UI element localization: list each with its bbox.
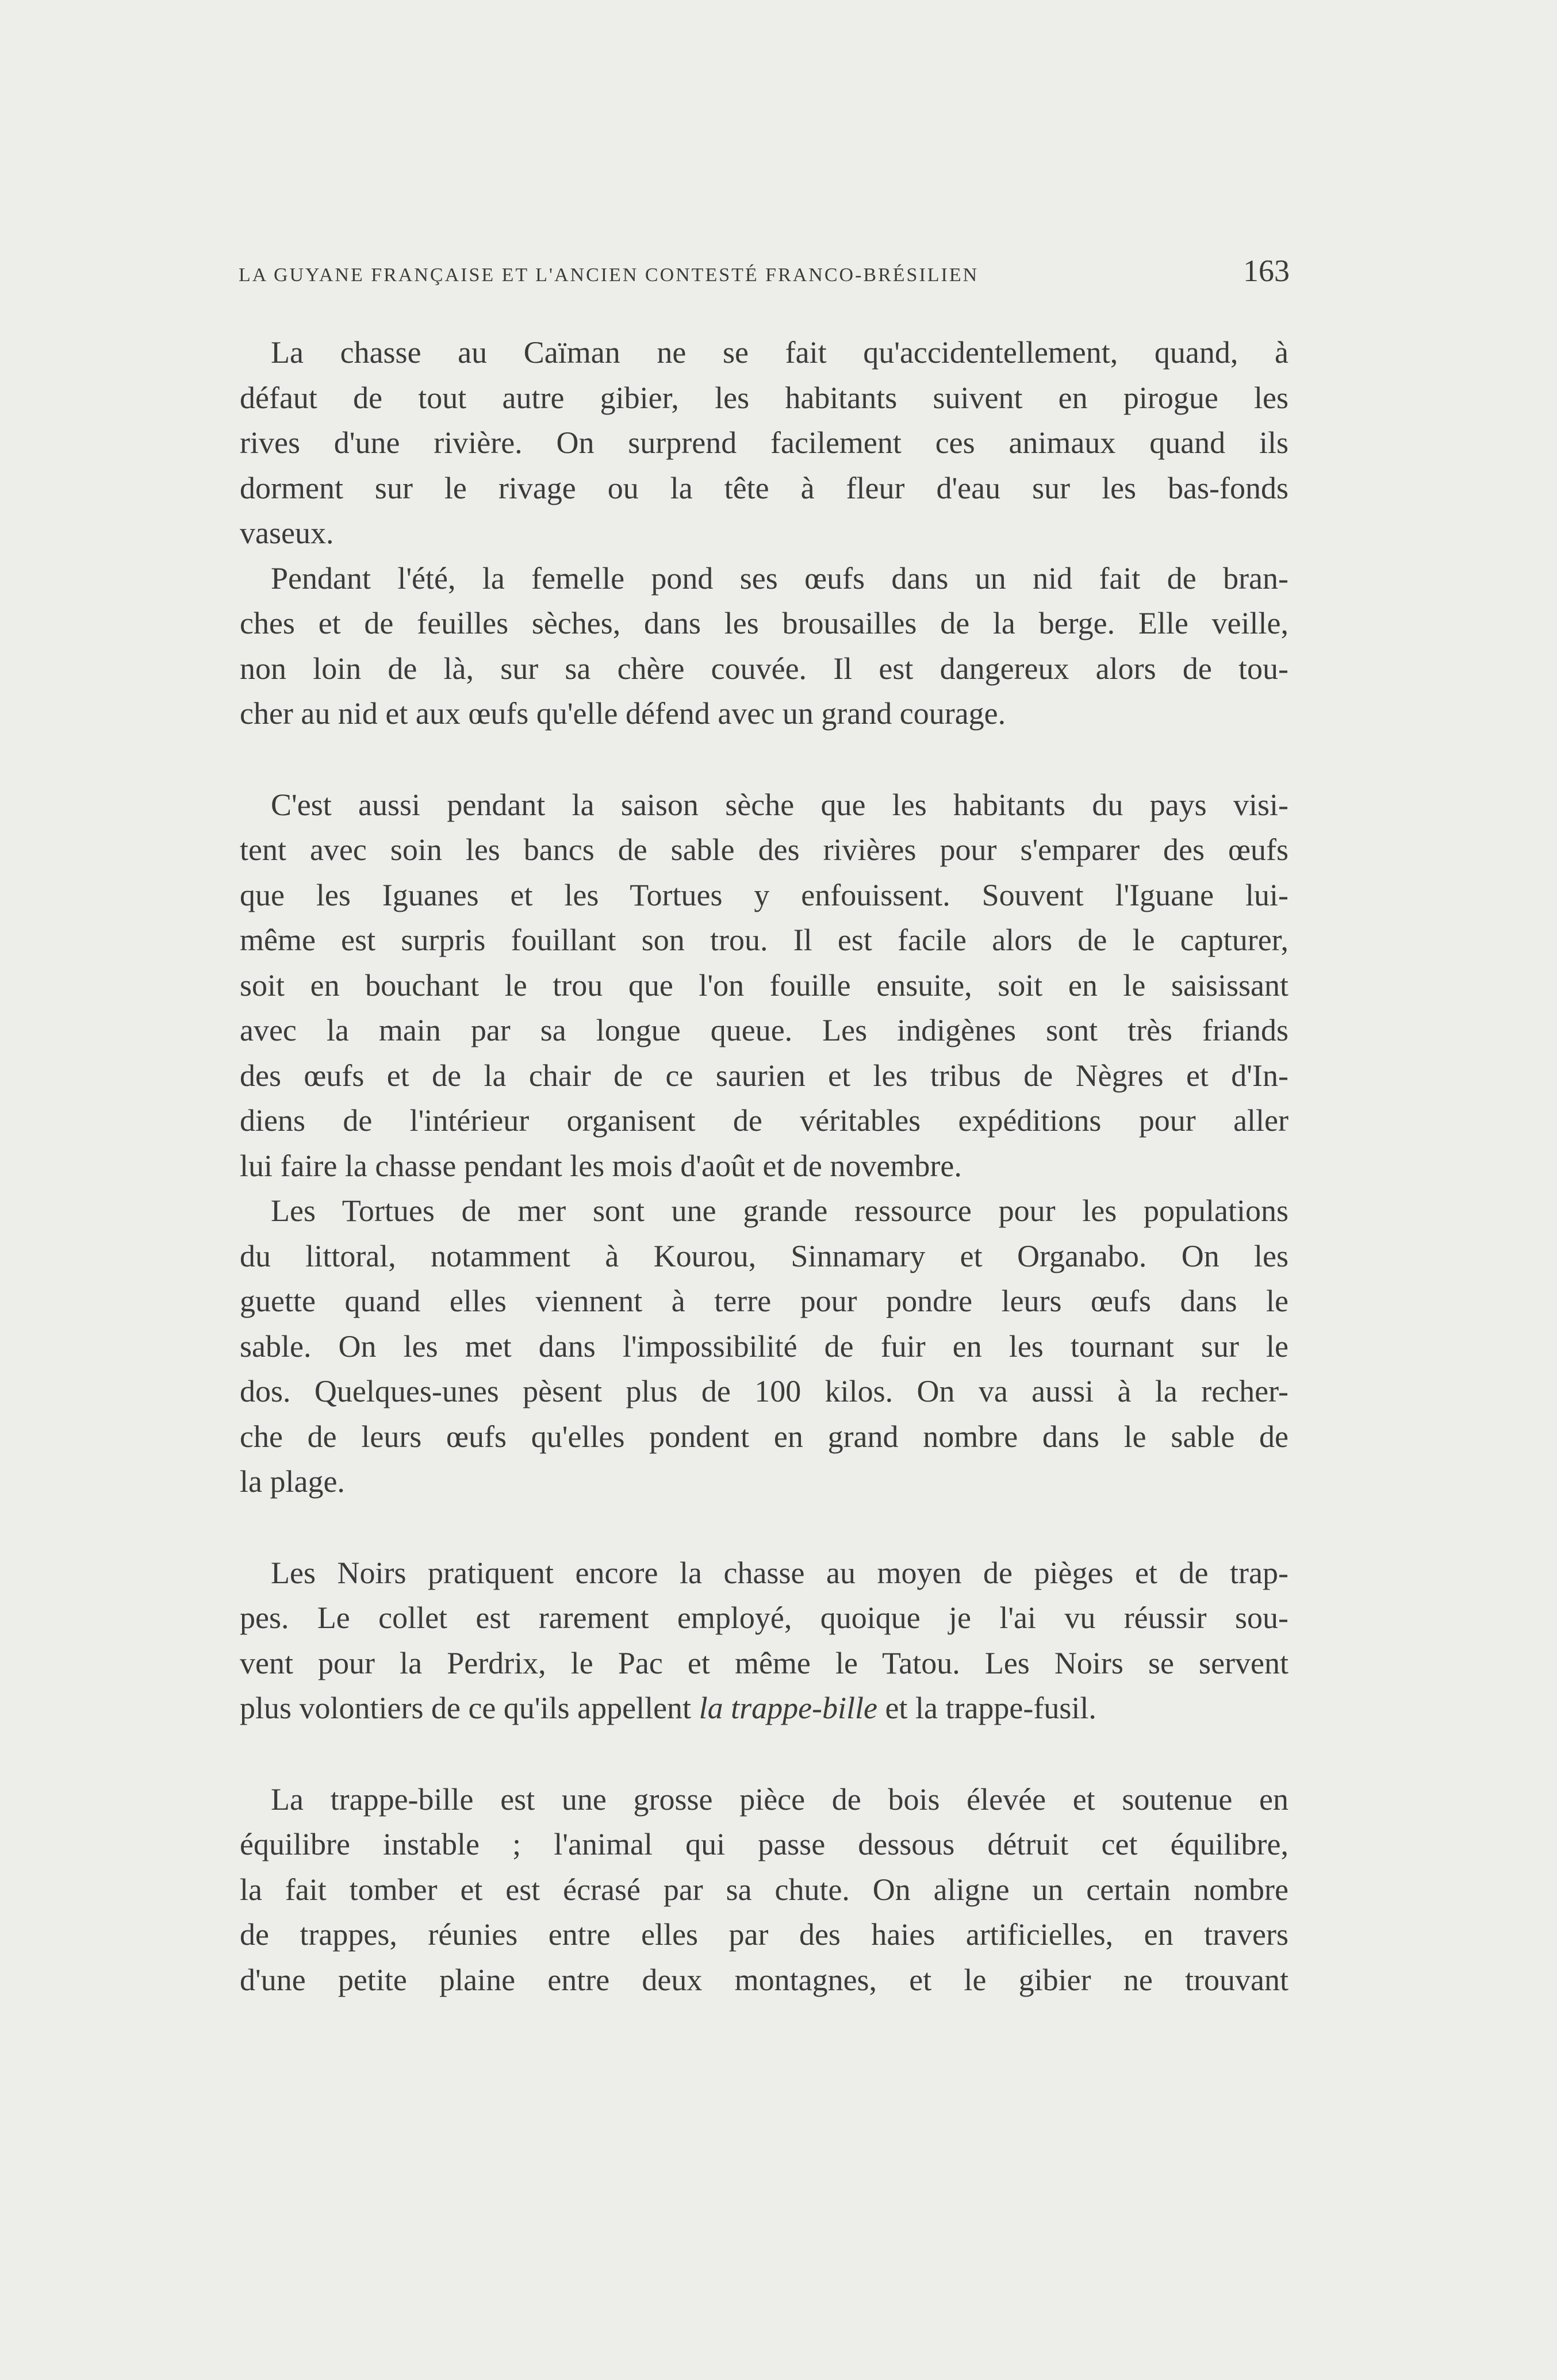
- text-line: La chasse au Caïman ne se fait qu'accidentellement, quand, à: [271, 335, 1288, 370]
- text-line: vent pour la Perdrix, le Pac et même le Tatou. Les Noirs se servent: [240, 1645, 1288, 1680]
- text-line: La trappe-bille est une grosse pièce de bois élevée et soutenue en: [271, 1782, 1288, 1817]
- page-number: 163: [1243, 254, 1290, 288]
- text-line: Les Noirs pratiquent encore la chasse au moyen de pièges et de trap-: [271, 1555, 1288, 1590]
- text-segment: plus volontiers de ce qu'ils appellent: [240, 1691, 699, 1725]
- text-line: [240, 1686, 1288, 1731]
- text-line: dos. Quelques-unes pèsent plus de 100 kilos. On va aussi à la recher-: [240, 1374, 1288, 1408]
- body-text: [240, 330, 1288, 2002]
- paragraph: [240, 330, 1288, 556]
- text-line: sable. On les met dans l'impossibilité de fuir en les tournant sur le: [240, 1329, 1288, 1364]
- text-line: rives d'une rivière. On surprend facilement ces animaux quand ils: [240, 425, 1288, 460]
- text-line: diens de l'intérieur organisent de véritables expéditions pour aller: [240, 1103, 1288, 1138]
- text-line: tent avec soin les bancs de sable des rivières pour s'emparer des œufs: [240, 832, 1288, 867]
- paragraph: [240, 556, 1288, 736]
- running-title: LA GUYANE FRANÇAISE ET L'ANCIEN CONTESTÉ FRANCO-BRÉSILIEN: [239, 264, 979, 286]
- text-line: pes. Le collet est rarement employé, quoique je l'ai vu réussir sou-: [240, 1600, 1288, 1635]
- text-line: lui faire la chasse pendant les mois d'août et de novembre.: [240, 1148, 962, 1183]
- paragraph: [240, 782, 1288, 1189]
- paragraph: [240, 1550, 1288, 1731]
- text-line: non loin de là, sur sa chère couvée. Il est dangereux alors de tou-: [240, 651, 1288, 686]
- text-line: guette quand elles viennent à terre pour pondre leurs œufs dans le: [240, 1284, 1288, 1318]
- text-line: che de leurs œufs qu'elles pondent en grand nombre dans le sable de: [240, 1419, 1288, 1454]
- text-line: de trappes, réunies entre elles par des haies artificielles, en travers: [240, 1917, 1288, 1952]
- text-line: du littoral, notamment à Kourou, Sinnamary et Organabo. On les: [240, 1238, 1288, 1273]
- paragraph: [240, 1188, 1288, 1504]
- text-line: équilibre instable ; l'animal qui passe dessous détruit cet équilibre,: [240, 1827, 1288, 1861]
- text-segment: et la trappe-fusil.: [877, 1691, 1096, 1725]
- italic-term: la trappe-bille: [699, 1691, 878, 1725]
- text-line: des œufs et de la chair de ce saurien et les tribus de Nègres et d'In-: [240, 1058, 1288, 1093]
- text-line: la fait tomber et est écrasé par sa chute. On aligne un certain nombre: [240, 1872, 1288, 1907]
- text-line: que les Iguanes et les Tortues y enfouissent. Souvent l'Iguane lui-: [240, 877, 1288, 912]
- text-line: Pendant l'été, la femelle pond ses œufs dans un nid fait de bran-: [271, 561, 1288, 596]
- text-line: la plage.: [240, 1464, 345, 1499]
- text-line: C'est aussi pendant la saison sèche que les habitants du pays visi-: [271, 787, 1288, 822]
- text-line: Les Tortues de mer sont une grande ressource pour les populations: [271, 1193, 1288, 1228]
- text-line: même est surpris fouillant son trou. Il est facile alors de le capturer,: [240, 923, 1288, 957]
- text-line: d'une petite plaine entre deux montagnes, et le gibier ne trouvant: [240, 1962, 1288, 1997]
- text-line: cher au nid et aux œufs qu'elle défend avec un grand courage.: [240, 696, 1006, 731]
- text-line: vaseux.: [240, 516, 334, 550]
- text-line: avec la main par sa longue queue. Les indigènes sont très friands: [240, 1013, 1288, 1047]
- paragraph: [240, 1777, 1288, 2003]
- text-line: ches et de feuilles sèches, dans les brousailles de la berge. Elle veille,: [240, 606, 1288, 640]
- running-header: [239, 253, 1290, 293]
- text-line: dorment sur le rivage ou la tête à fleur d'eau sur les bas-fonds: [240, 470, 1288, 505]
- text-line: défaut de tout autre gibier, les habitants suivent en pirogue les: [240, 380, 1288, 415]
- text-line: soit en bouchant le trou que l'on fouille ensuite, soit en le saisissant: [240, 968, 1288, 1003]
